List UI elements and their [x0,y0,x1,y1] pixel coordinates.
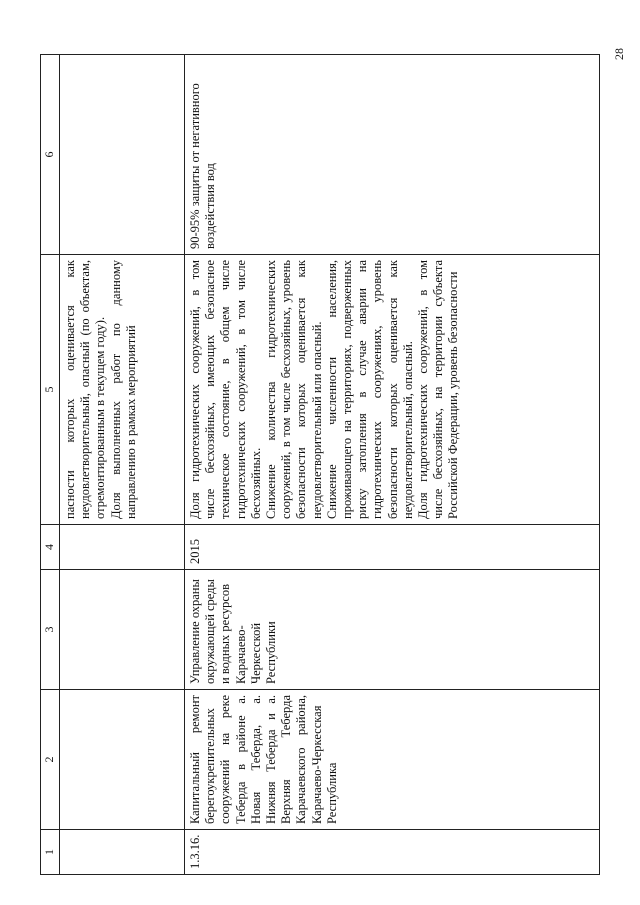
continuation-result-cell [60,55,185,255]
result-cell: 90-95% защиты от негативного воздействия вод [185,55,600,255]
cell-empty [60,525,185,570]
program-table [40,54,600,875]
header-col-1: 1 [41,830,60,875]
continuation-indicators-cell [60,255,185,525]
cell-empty [60,570,185,690]
header-col-5: 5 [41,255,60,525]
continuation-indicators-text: пасности которых оценивается как неудовлетворительный, опасный (по объектам, отремонтированным в текущем году). Доля выполненных работ по данному направлению в рамках мероприятий [63,260,138,519]
table-row-continuation [60,55,185,875]
indicator-text: Доля гидротехнических сооружений, в том числе бесхозяйных, имеющих безопасное техническое состояние, в общем числе гидротехнических сооружений, в том числе бесхозяйных. [188,260,263,519]
header-col-4: 4 [41,525,60,570]
rotated-table-container [40,55,600,875]
header-col-6: 6 [41,55,60,255]
header-col-2: 2 [41,690,60,830]
cell-empty [60,690,185,830]
year-cell: 2015 [185,525,600,570]
indicator-text: Снижение количества гидротехнических сооружений, в том числе бесхозяйных, уровень безопасности которых оценивается как неудовлетворительный или опасный. [264,260,324,519]
row-number-cell: 1.3.16. [185,830,600,875]
table-row [185,55,600,875]
indicators-cell [185,255,600,525]
cell-empty [60,830,185,875]
header-col-3: 3 [41,570,60,690]
executor-cell: Управление охраны окружающей среды и водных ресурсов Карачаево-Черкесской Республики [185,570,600,690]
table-header-row [41,55,60,875]
indicator-text: Снижение численности населения, проживающего на территориях, подверженных риску затопления в случае аварии на гидротехнических сооружениях, уровень безопасности которых оценивается как неудовлетворительный, опасный. [324,260,415,519]
indicator-text: Доля гидротехнических сооружений, в том числе бесхозяйных, на территории субъекта Российской Федерации, уровень безопасности [416,260,461,519]
page-number: 28 [612,48,626,60]
activity-name-cell: Капитальный ремонт берегоукрепительных сооружений на реке Теберда в районе а. Новая Теберда, а. Нижняя Теберда и а. Верхняя Теберда Карачаевского района, Карачаево-Черкесская Республика [185,690,600,830]
